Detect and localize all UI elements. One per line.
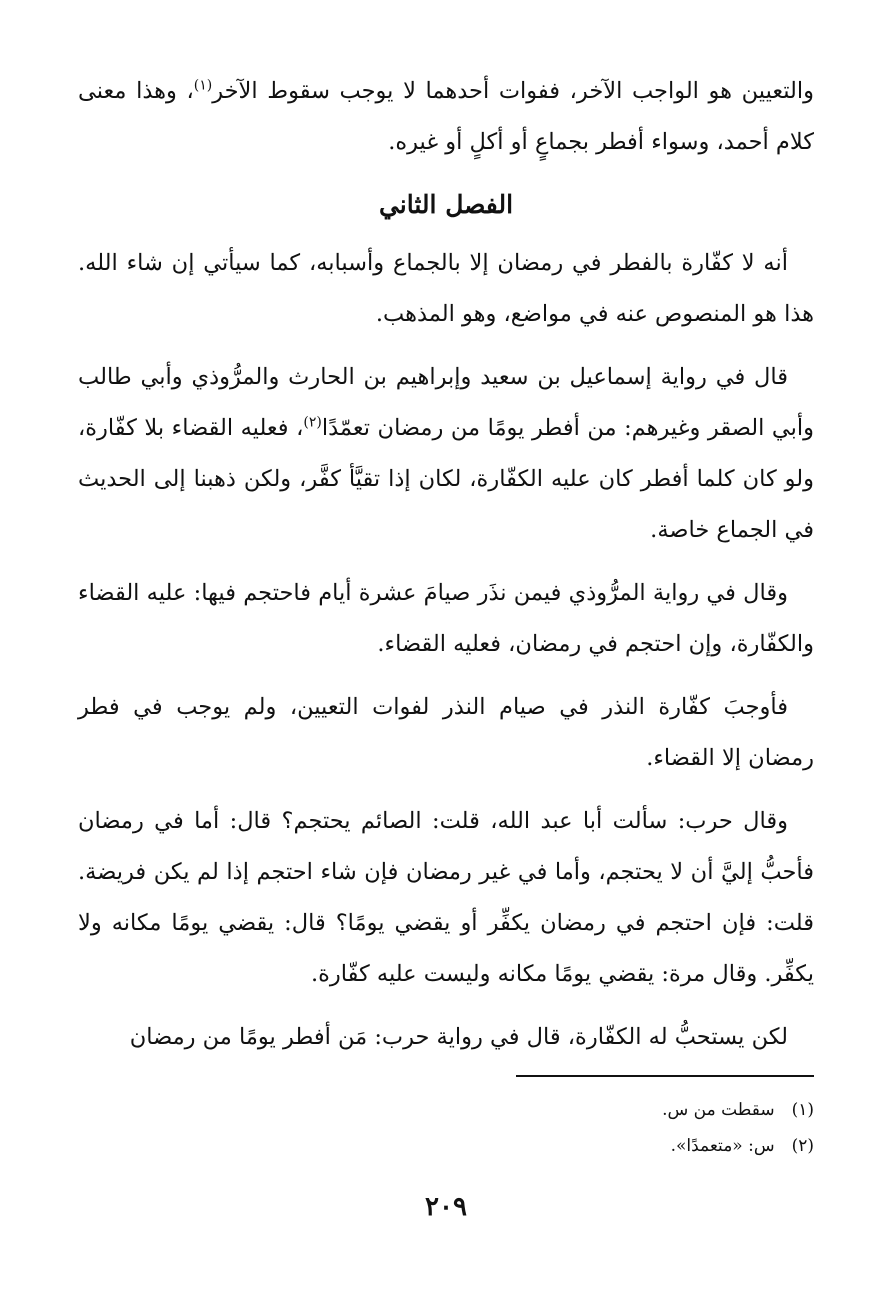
paragraph-6: وقال حرب: سألت أبا عبد الله، قلت: الصائم يحتجم؟ قال: أما في رمضان فأحبُّ إليَّ أن لا يحتجم، وأما في غير رمضان فإن شاء احتجم إذا لم يكن فريضة. قلت: فإن احتجم في رمضان يكفِّر أو يقضي يومًا؟ قال: يقضي يومًا مكانه ولا يكفِّر. وقال مرة: يقضي يومًا مكانه وليست عليه كفّارة. [78,808,814,987]
page-body [78,66,814,1075]
paragraph-2: أنه لا كفّارة بالفطر في رمضان إلا بالجماع وأسبابه، كما سيأتي إن شاء الله. هذا هو المنصوص عنه في مواضع، وهو المذهب. [78,250,814,327]
footnote-text: س: «متعمدًا». [670,1136,775,1156]
paragraph-3-text-a: قال في رواية إسماعيل بن سعيد وإبراهيم بن الحارث والمرُّوذي وأبي طالب وأبي الصقر وغيرهم: من أفطر يومًا من رمضان تعمّدًا [78,364,814,441]
footnote-number: (٢) [791,1136,814,1156]
paragraph-1-text-b: ، وهذا معنى كلام أحمد، وسواء أفطر بجماعٍ أو أكلٍ أو غيره. [78,78,814,155]
section-heading: الفصل الثاني [378,190,514,219]
footnote-item [314,1128,814,1164]
footnote-ref-2[interactable]: (٢) [303,414,322,431]
footnotes [314,1092,814,1164]
paragraph-5: فأوجبَ كفّارة النذر في صيام النذر لفوات التعيين، ولم يوجب في فطر رمضان إلا القضاء. [78,694,814,771]
paragraph-3 [78,352,814,556]
footnote-item [314,1092,814,1128]
page-number: ٢٠٩ [425,1192,467,1222]
footnote-ref-1[interactable]: (١) [193,77,213,94]
footnote-text: سقطت من س. [662,1100,775,1120]
paragraph-3-text-b: ، فعليه القضاء بلا كفّارة، ولو كان كلما أفطر كان عليه الكفّارة، لكان إذا تقيَّأ كفَّر، ولكن ذهبنا إلى الحديث في الجماع خاصة. [78,415,814,543]
paragraph-4: وقال في رواية المرُّوذي فيمن نذَر صيامَ عشرة أيام فاحتجم فيها: عليه القضاء والكفّارة، وإن احتجم في رمضان، فعليه القضاء. [78,580,814,657]
footnote-separator [516,1075,814,1077]
paragraph-7: لكن يستحبُّ له الكفّارة، قال في رواية حرب: مَن أفطر يومًا من رمضان [129,1024,788,1050]
footnote-number: (١) [791,1100,814,1120]
paragraph-1 [78,66,814,168]
paragraph-1-text-a: والتعيين هو الواجب الآخر، ففوات أحدهما لا يوجب سقوط الآخر [212,78,814,104]
